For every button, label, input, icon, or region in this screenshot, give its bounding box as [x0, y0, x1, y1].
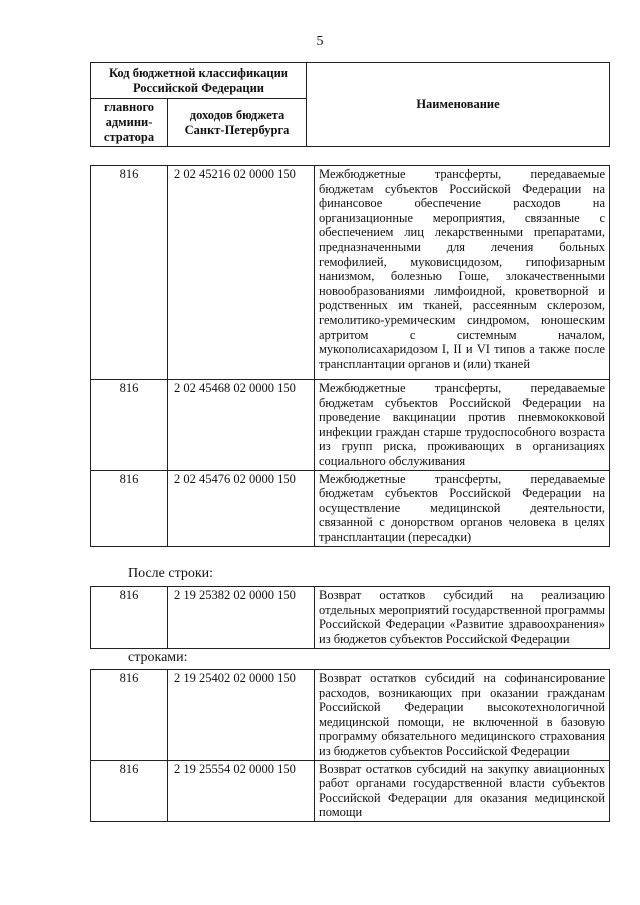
income-name-cell: Возврат остатков субсидий на софинансирование расходов, возникающих при оказании гражданам Российской Федерации высокотехнологичной медицинской помощи, не включенной в базовую программу обязательного медицинского страхования из бюджетов субъектов Российской Федерации [315, 670, 610, 761]
table-row [91, 587, 610, 649]
after-row-label: После строки: [128, 566, 214, 581]
income-code-cell: 2 19 25554 02 0000 150 [168, 760, 315, 821]
header-admin-column: главного админи-стратора [91, 99, 168, 147]
admin-code-cell: 816 [91, 166, 168, 380]
table-row [91, 166, 610, 380]
income-name-cell: Возврат остатков субсидий на закупку авиационных работ органами государственной власти субъектов Российской Федерации для оказания медицинской помощи [315, 760, 610, 821]
table-row [91, 470, 610, 546]
classification-header-table [90, 62, 610, 147]
income-name-cell: Возврат остатков субсидий на реализацию отдельных мероприятий государственной программы Российской Федерации «Развитие здравоохранения» из бюджетов субъектов Российской Федерации [315, 587, 610, 649]
page-number: 5 [316, 34, 324, 49]
table-row [91, 380, 610, 471]
table-row [91, 760, 610, 821]
table-row [91, 670, 610, 761]
admin-code-cell: 816 [91, 380, 168, 471]
header-budget-code-group: Код бюджетной классификации Российской Федерации [91, 63, 307, 99]
income-code-cell: 2 02 45476 02 0000 150 [168, 470, 315, 546]
admin-code-cell: 816 [91, 470, 168, 546]
income-name-cell: Межбюджетные трансферты, передаваемые бюджетам субъектов Российской Федерации на проведение вакцинации против пневмококковой инфекции граждан старше трудоспособного возраста из групп риска, проживающих в организациях социального обслуживания [315, 380, 610, 471]
header-name-column: Наименование [307, 63, 610, 147]
income-code-cell: 2 02 45216 02 0000 150 [168, 166, 315, 380]
header-income-column: доходов бюджета Санкт-Петербурга [168, 99, 307, 147]
income-table-main [90, 165, 610, 547]
income-name-cell: Межбюджетные трансферты, передаваемые бюджетам субъектов Российской Федерации на осуществление медицинской деятельности, связанной с донорством органов человека в целях трансплантации (пересадки) [315, 470, 610, 546]
admin-code-cell: 816 [91, 670, 168, 761]
income-table-new-rows [90, 669, 610, 822]
rows-label: строками: [128, 650, 188, 665]
income-code-cell: 2 19 25382 02 0000 150 [168, 587, 315, 649]
income-code-cell: 2 02 45468 02 0000 150 [168, 380, 315, 471]
admin-code-cell: 816 [91, 760, 168, 821]
admin-code-cell: 816 [91, 587, 168, 649]
income-code-cell: 2 19 25402 02 0000 150 [168, 670, 315, 761]
income-name-cell: Межбюджетные трансферты, передаваемые бюджетам субъектов Российской Федерации на финансовое обеспечение расходов на организационные мероприятия, связанные с обеспечением лиц лекарственными препаратами, предназначенными для лечения больных гемофилией, муковисцидозом, гипофизарным нанизмом, болезнью Гоше, злокачественными новообразованиями лимфоидной, кроветворной и родственных им тканей, рассеянным склерозом, гемолитико-уремическим синдромом, юношеским артритом с системным началом, мукополисахаридозом I, II и VI типов а также после трансплантации органов и (или) тканей [315, 166, 610, 380]
income-table-after-row [90, 586, 610, 649]
